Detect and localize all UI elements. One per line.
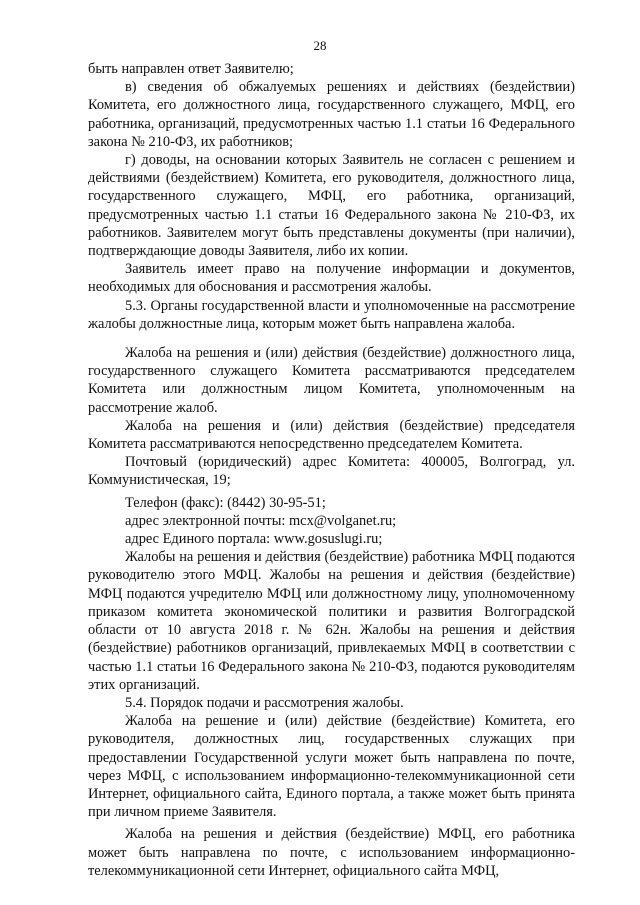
paragraph-item-g: г) доводы, на основании которых Заявитель не согласен с решением и действиями (бездействием) Комитета, его руководителя, должностного лица, государственного служащего, МФЦ, его работника, организаций, предусмотренных частью 1.1 статьи 16 Федерального закона № 210-ФЗ, их работников. Заявителем могут быть представлены документы (при наличии), подтверждающие доводы Заявителя, либо их копии. (88, 152, 575, 260)
paragraph-applicant-rights: Заявитель имеет право на получение информации и документов, необходимых для обоснования и рассмотрения жалобы. (88, 261, 575, 296)
paragraph-complaint-official: Жалоба на решения и (или) действия (бездействие) должностного лица, государственного служащего Комитета рассматриваются председателем Комитета или должностным лицом Комитета, уполномоченным на рассмотрение жалоб. (88, 345, 575, 416)
paragraph-response-address: быть направлен ответ Заявителю; (88, 61, 294, 77)
paragraph-mfc-complaint-submission: Жалоба на решения и действия (бездействие) МФЦ, его работника может быть направлена по почте, с использованием информационно-телекоммуникационной сети Интернет, официального сайта МФЦ, (88, 826, 575, 879)
paragraph-phone: Телефон (факс): (8442) 30-95-51; (125, 494, 326, 511)
paragraph-complaint-chairman: Жалоба на решения и (или) действия (бездействие) председателя Комитета рассматриваются непосредственно председателем Комитета. (88, 417, 575, 453)
paragraph-item-v: в) сведения об обжалуемых решениях и действиях (бездействии) Комитета, его должностного лица, государственного служащего, МФЦ, его работника, организаций, предусмотренных частью 1.1 статьи 16 Федерального закона № 210-ФЗ, их работников; (88, 79, 575, 150)
paragraph-portal: адрес Единого портала: www.gosuslugi.ru; (125, 531, 383, 548)
page-number: 28 (313, 38, 327, 53)
paragraph-mfc-complaints: Жалобы на решения и действия (бездействие) работника МФЦ подаются руководителю этого МФЦ. Жалобы на решения и действия (бездействие) МФЦ подаются учредителю МФЦ или должностному лицу, уполномоченному приказом комитета экономической политики и развития Волгоградской области от 10 августа 2018 г. № 62н. Жалобы на решения и действия (бездействие) работников организаций, привлекаемых МФЦ в соответствии с частью 1.1 статьи 16 Федерального закона № 210-ФЗ, подаются руководителям этих организаций. (88, 549, 575, 693)
section-5-3-heading: 5.3. Органы государственной власти и уполномоченные на рассмотрение жалобы должностные лица, которым может быть направлена жалоба. (88, 297, 575, 332)
paragraph-postal-address: Почтовый (юридический) адрес Комитета: 400005, Волгоград, ул. Коммунистическая, 19; (88, 454, 575, 489)
document-body (88, 60, 575, 880)
section-5-4-heading: 5.4. Порядок подачи и рассмотрения жалобы. (125, 694, 404, 711)
paragraph-email: адрес электронной почты: mcx@volganet.ru; (125, 512, 397, 529)
paragraph-complaint-submission: Жалоба на решение и (или) действие (бездействие) Комитета, его руководителя, должностных лиц, государственных служащих при предоставлении Государственной услуги может быть направлена по почте, через МФЦ, с использованием информационно-телекоммуникационной сети Интернет, официального сайта, Единого портала, а также может быть принята при личном приеме Заявителя. (88, 713, 575, 821)
